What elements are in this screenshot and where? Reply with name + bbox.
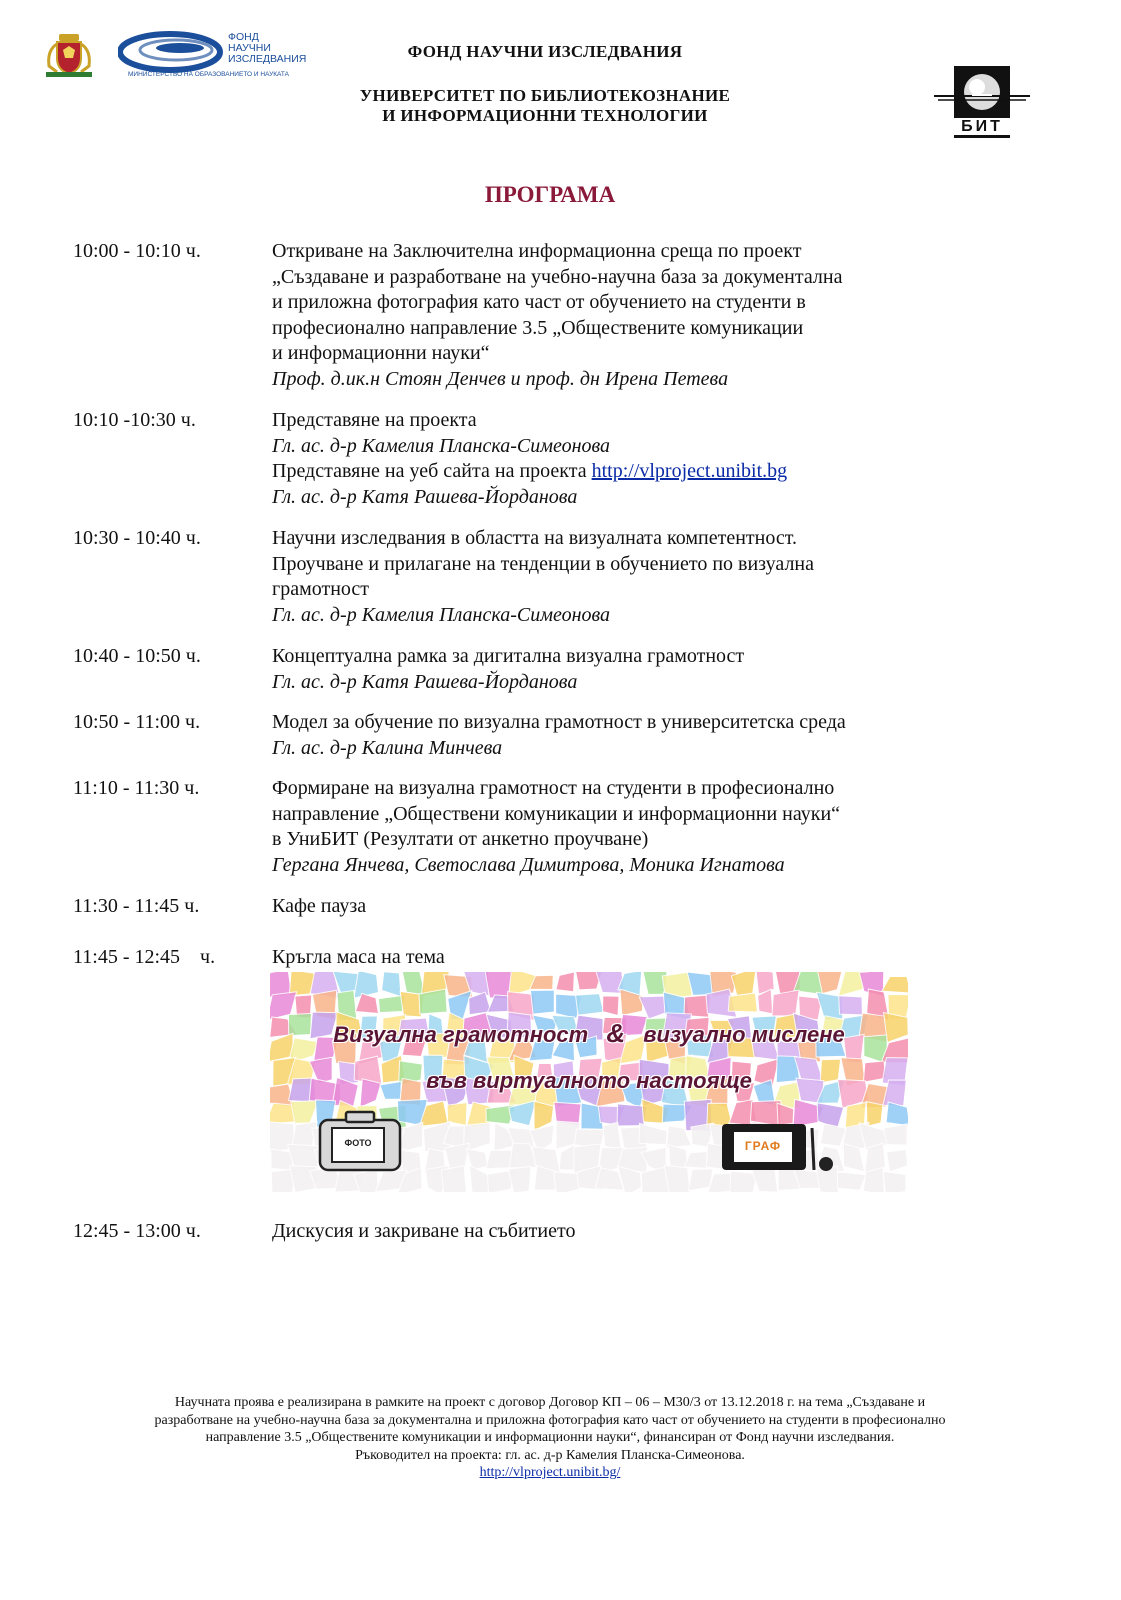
program-item — [272, 776, 840, 878]
mosaic-tile — [886, 1102, 908, 1126]
mosaic-tile — [837, 1172, 866, 1190]
round-table-banner — [270, 972, 908, 1192]
item-text: Модел за обучение по визуална грамотност в университетска среда — [272, 711, 846, 733]
mosaic-tile — [728, 993, 757, 1012]
speaker-text: Гл. ас. д-р Катя Рашева-Йорданова — [272, 485, 578, 508]
speaker-names — [272, 434, 787, 460]
item-text: професионално направление 3.5 „Обществените комуникации — [272, 316, 804, 339]
program-time: 10:10 -10:30 ч. — [73, 409, 196, 431]
bit-logo — [932, 66, 1032, 138]
mosaic-tile — [291, 1101, 319, 1124]
footer-line: разработване на учебно-научна база за документална и приложна фотография като част от обучението на студенти в професионално — [154, 1412, 946, 1428]
fund-logo-line: ИЗСЛЕДВАНИЯ — [228, 53, 307, 65]
bit-logo-text: БИТ — [954, 118, 1010, 138]
program-item-text — [272, 644, 744, 670]
program-item-text — [272, 802, 840, 828]
org-university-heading-1: УНИВЕРСИТЕТ ПО БИБЛИОТЕКОЗНАНИЕ — [359, 86, 731, 105]
speaker-names — [272, 736, 846, 762]
item-text: „Създаване и разработване на учебно-научна база за документална — [272, 265, 843, 288]
research-fund-logo — [118, 30, 318, 82]
banner-subtitle: във виртуалното настояще — [426, 1068, 752, 1093]
speaker-names — [272, 603, 814, 629]
speaker-names — [272, 367, 842, 393]
mosaic-tile — [664, 1165, 690, 1192]
program-item-text — [272, 710, 846, 736]
item-text: Представяне на уеб сайта на проекта — [272, 460, 592, 483]
mosaic-tile — [639, 1123, 667, 1144]
speaker-text: Проф. д.ик.н Стоян Денчев и проф. дн Ирена Петева — [272, 367, 729, 390]
item-text: Концептуална рамка за дигитална визуална грамотност — [272, 645, 745, 667]
camera-screen-text: ФОТО — [344, 1138, 372, 1148]
mosaic-tile — [442, 1166, 467, 1192]
ministry-text: МИНИСТЕРСТВО НА ОБРАЗОВАНИЕТО И НАУКАТА — [128, 71, 289, 78]
footer-project-link[interactable]: http://vlproject.unibit.bg/ — [479, 1465, 621, 1481]
project-website-link[interactable]: http://vlproject.unibit.bg — [591, 460, 788, 483]
speaker-text: Гл. ас. д-р Калина Минчева — [272, 736, 503, 759]
speaker-text: Гергана Янчева, Светослава Димитрова, Моника Игнатова — [272, 853, 785, 876]
item-text: Формиране на визуална грамотност на студенти в професионално — [272, 777, 835, 799]
mosaic-tile — [530, 990, 554, 1014]
program-time: 12:45 - 13:00 ч. — [73, 1220, 201, 1242]
program-item-text — [272, 239, 842, 265]
graphic-tablet-icon — [720, 1120, 840, 1176]
program-item — [272, 894, 366, 920]
program-item — [272, 526, 814, 628]
program-item-text — [272, 776, 840, 802]
item-text: Дискусия и закриване на събитието — [272, 1220, 576, 1242]
program-item-text — [272, 526, 814, 552]
mosaic-tile — [839, 996, 863, 1015]
banner-title-part2: визуално мислене — [643, 1022, 845, 1047]
mosaic-tile — [603, 996, 619, 1016]
program-item — [272, 644, 744, 695]
program-item — [272, 239, 842, 393]
program-item-text — [272, 341, 842, 367]
fund-logo-line: НАУЧНИ — [228, 42, 271, 54]
item-text: направление „Обществени комуникации и информационни науки“ — [272, 802, 841, 825]
mosaic-tile — [556, 972, 575, 992]
footer-line: направление 3.5 „Обществените комуникации и информационни науки“, финансиран от Фонд научни изследвания. — [205, 1430, 895, 1446]
item-text: грамотност — [272, 578, 370, 601]
program-item-text — [272, 265, 842, 291]
camera-icon — [318, 1110, 402, 1172]
mosaic-tile — [731, 972, 756, 996]
org-fund-heading: ФОНД НАУЧНИ ИЗСЛЕДВАНИЯ — [407, 42, 683, 61]
footer-line: Научната проява е реализирана в рамките на проект с договор Договор КП – 06 – М30/3 от 13.12.2018 г. на тема „Създаване и — [174, 1395, 926, 1410]
program-item — [272, 1219, 575, 1245]
program-time: 11:45 - 12:45 ч. — [73, 946, 216, 968]
program-item-text — [272, 827, 840, 853]
mosaic-tile — [884, 1124, 908, 1145]
tablet-screen-text: ГРАФ — [744, 1139, 782, 1153]
item-text: в УниБИТ (Резултати от анкетно проучване) — [272, 828, 649, 851]
program-item-text — [272, 894, 366, 920]
mosaic-tile — [508, 1166, 530, 1192]
fund-logo-line: ФОНД — [228, 31, 259, 43]
program-item-text — [272, 1219, 575, 1245]
footer-note — [40, 1394, 1060, 1482]
program-time: 10:50 - 11:00 ч. — [73, 711, 201, 733]
program-item-text — [272, 408, 787, 434]
item-text: Научни изследвания в областта на визуалната компетентност. — [272, 527, 797, 549]
program-time: 10:40 - 10:50 ч. — [73, 645, 201, 667]
mosaic-tile — [576, 994, 604, 1016]
page-title: ПРОГРАМА — [484, 182, 616, 207]
mosaic-tile — [772, 990, 799, 1016]
mosaic-tile — [887, 1149, 908, 1171]
item-text: и приложна фотография като част от обучението на студенти в — [272, 291, 806, 314]
item-text: Представяне на проекта — [272, 409, 477, 431]
speaker-names — [272, 670, 744, 696]
item-text: Кръгла маса на тема — [272, 946, 445, 968]
program-time: 11:10 - 11:30 ч. — [73, 777, 200, 799]
speaker-names — [272, 485, 787, 511]
program-item-text — [272, 290, 842, 316]
mosaic-tile — [882, 976, 908, 993]
program-item-text — [272, 577, 814, 603]
item-text: Проучване и прилагане на тенденции в обучението по визуална — [272, 552, 815, 575]
speaker-text: Гл. ас. д-р Катя Рашева-Йорданова — [272, 670, 578, 693]
speaker-names — [272, 853, 840, 879]
item-text: Откриване на Заключителна информационна среща по проект — [272, 240, 802, 262]
program-time: 11:30 - 11:45 ч. — [73, 895, 200, 917]
speaker-text: Гл. ас. д-р Камелия Планска-Симеонова — [272, 434, 611, 457]
program-item — [272, 945, 445, 971]
org-university-heading-2: И ИНФОРМАЦИОННИ ТЕХНОЛОГИИ — [382, 106, 708, 125]
banner-ampersand: & — [606, 1018, 626, 1048]
mosaic-tile — [419, 989, 447, 1014]
program-item — [272, 710, 846, 761]
program-item-text — [272, 459, 787, 485]
program-item — [272, 408, 787, 510]
item-text: Кафе пауза — [272, 895, 367, 917]
program-item-text — [272, 316, 842, 342]
mosaic-tile — [838, 972, 863, 996]
program-item-text — [272, 945, 445, 971]
program-time: 10:30 - 10:40 ч. — [73, 527, 201, 549]
mosaic-tile — [382, 972, 401, 997]
speaker-text: Гл. ас. д-р Камелия Планска-Симеонова — [272, 603, 611, 626]
mosaic-tile — [603, 1122, 621, 1149]
coat-of-arms-logo — [40, 30, 98, 80]
mosaic-tile — [684, 1151, 707, 1168]
item-text: и информационни науки“ — [272, 342, 490, 365]
program-item-text — [272, 552, 814, 578]
mosaic-tile — [883, 1171, 906, 1192]
program-time: 10:00 - 10:10 ч. — [73, 240, 201, 262]
footer-line: Ръководител на проекта: гл. ас. д-р Камелия Планска-Симеонова. — [355, 1447, 745, 1463]
banner-title-part1: Визуална грамотност — [333, 1022, 589, 1047]
